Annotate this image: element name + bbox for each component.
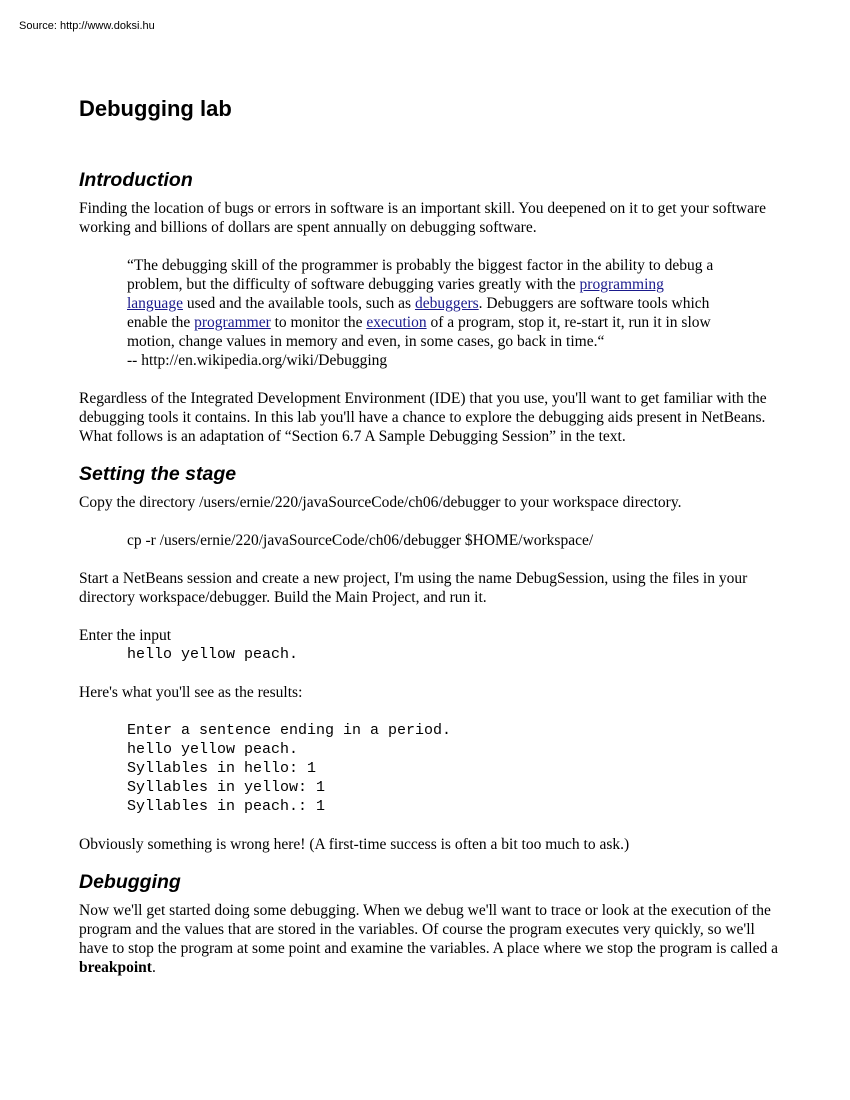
quote-text-2: used and the available tools, such as [182, 295, 415, 312]
link-programming-language[interactable]: programming language [127, 276, 664, 312]
debugging-paragraph-1 [79, 901, 779, 977]
output-line: hello yellow peach. [127, 741, 299, 758]
input-label: Enter the input [79, 627, 172, 644]
output-line: Enter a sentence ending in a period. [127, 722, 452, 739]
stage-paragraph-3: Obviously something is wrong here! (A first-time success is often a bit too much to ask.) [79, 836, 630, 853]
document-body [79, 96, 779, 977]
quote-text-5: of a program, stop it, re-start it, run it in slow motion, change values in memory and even, in some cases, go back in time.“ [127, 314, 711, 350]
output-line: Syllables in hello: 1 [127, 760, 317, 777]
quote-text-3: . Debuggers are software tools which enable the [127, 295, 710, 331]
results-label: Here's what you'll see as the results: [79, 684, 303, 701]
breakpoint-term: breakpoint [79, 959, 152, 976]
output-line: Syllables in yellow: 1 [127, 779, 326, 796]
section-heading-introduction: Introduction [79, 169, 193, 191]
quote-attribution: -- http://en.wikipedia.org/wiki/Debugging [127, 352, 388, 369]
link-execution[interactable]: execution [366, 314, 427, 331]
input-value: hello yellow peach. [127, 646, 299, 663]
stage-paragraph-2: Start a NetBeans session and create a new project, I'm using the name DebugSession, using the files in your directory workspace/debugger. Build the Main Project, and run it. [79, 570, 748, 606]
quote-text-1: “The debugging skill of the programmer is probably the biggest factor in the ability to debug a problem, but the difficulty of software debugging varies greatly with the [127, 257, 714, 293]
section-heading-debugging: Debugging [79, 871, 181, 893]
link-programmer[interactable]: programmer [194, 314, 271, 331]
section-heading-setting-the-stage: Setting the stage [79, 463, 237, 485]
copy-command: cp -r /users/ernie/220/javaSourceCode/ch06/debugger $HOME/workspace/ [127, 532, 594, 549]
source-label: Source: http://www.doksi.hu [19, 20, 155, 32]
debugging-text: Now we'll get started doing some debugging. When we debug we'll want to trace or look at the execution of the program and the values that are stored in the variables. Of course the program executes very quickly, so we'll have to stop the program at some point and examine the variables. A place where we stop the program is called a [79, 902, 778, 957]
wikipedia-quote [127, 256, 717, 370]
page-title: Debugging lab [79, 96, 232, 121]
link-debuggers[interactable]: debuggers [414, 295, 479, 312]
quote-text-4: to monitor the [270, 314, 367, 331]
intro-paragraph-2: Regardless of the Integrated Development Environment (IDE) that you use, you'll want to get familiar with the debugging tools it contains. In this lab you'll have a chance to explore the debugging aids present in NetBeans. What follows is an adaptation of “Section 6.7 A Sample Debugging Session” in the text. [79, 390, 767, 445]
program-output [127, 721, 779, 816]
output-line: Syllables in peach.: 1 [127, 798, 326, 815]
intro-paragraph-1: Finding the location of bugs or errors in software is an important skill. You deepened on it to get your software working and billions of dollars are spent annually on debugging software. [79, 200, 767, 236]
stage-paragraph-1: Copy the directory /users/ernie/220/javaSourceCode/ch06/debugger to your workspace directory. [79, 494, 682, 511]
debugging-period: . [151, 959, 156, 976]
